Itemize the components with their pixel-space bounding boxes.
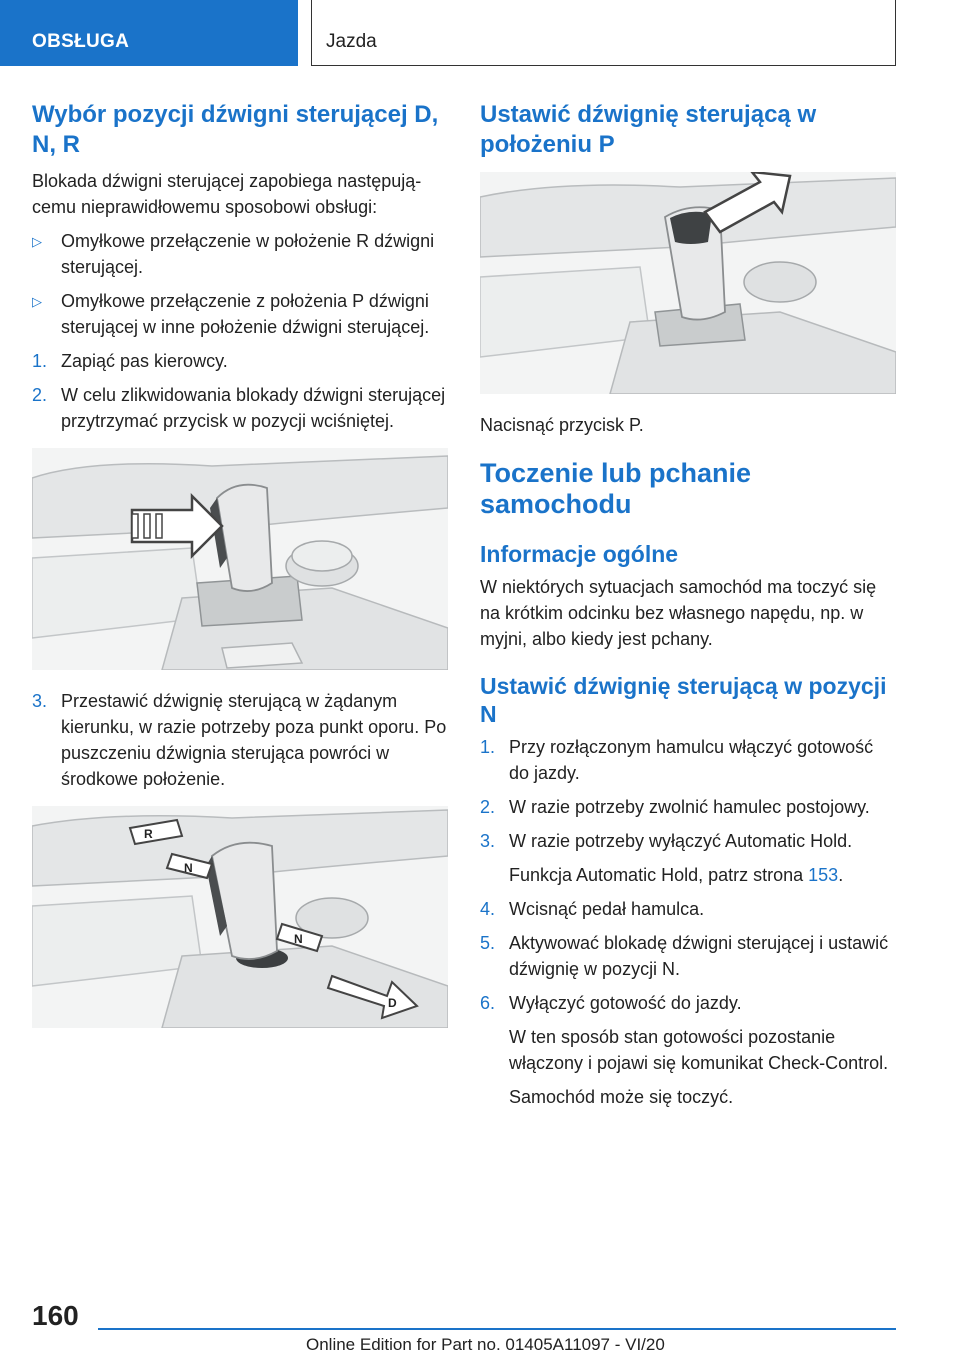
heading-select-position: Wybór pozycji dźwigni sterującej D, N, R [32, 101, 439, 158]
triangle-bullet-icon: ▷ [32, 234, 42, 249]
bullet-item: ▷ Omyłkowe przełączenie z położenia P dźwigni sterującej w inne położenie dźwigni sterującej. [32, 291, 430, 337]
step-item [32, 688, 450, 792]
step-number: 1. [480, 737, 496, 757]
step-item [32, 348, 450, 374]
reference-note: Funkcja Automatic Hold, patrz strona 153. [509, 865, 844, 885]
right-column [480, 100, 898, 1118]
triangle-bullet-icon: ▷ [32, 294, 42, 309]
heading-rolling: Toczenie lub pchanie samochodu [480, 458, 752, 519]
step-item [480, 896, 898, 922]
step-text: Aktywować blokadę dźwigni sterującej i ustawić dźwignię w pozycji N. [509, 933, 889, 979]
step-item [480, 828, 898, 854]
left-column [32, 100, 450, 1046]
step-item [480, 794, 898, 820]
step-number: 4. [480, 899, 496, 919]
page-reference-link[interactable]: 153 [808, 865, 839, 885]
selector-lever-unlock-image [32, 448, 448, 670]
heading-set-p: Ustawić dźwignię sterującą w położeniu P [480, 101, 817, 158]
heading-set-n: Ustawić dźwignię sterującą w pozycji N [480, 673, 887, 727]
illustration-p-button [480, 172, 896, 394]
step-item [480, 990, 898, 1016]
label-r: R [144, 827, 153, 841]
step-text: Wyłączyć gotowość do jazdy. [509, 993, 742, 1013]
section-title: OBSŁUGA [32, 31, 130, 52]
step-text: W celu zlikwidowania blokady dźwigni sterującej przytrzymać przycisk w pozycji wciśniętej. [61, 385, 446, 431]
label-n-upper: N [184, 861, 193, 875]
step-number: 1. [32, 351, 48, 371]
result-note: Samochód może się toczyć. [509, 1087, 734, 1107]
step-number: 3. [32, 691, 48, 711]
step-item [480, 734, 898, 786]
step-text: Zapiąć pas kierowcy. [61, 351, 228, 371]
step-number: 3. [480, 831, 496, 851]
illustration-unlock-button [32, 448, 448, 670]
general-text: W niektórych sytuacjach samochód ma toczyć się na krótkim odcinku bez własnego napędu, np. w myjni, albo kiedy jest pchany. [480, 577, 877, 649]
step-text: Przestawić dźwignię sterującą w żądanym kierunku, w razie potrzeby poza punkt oporu. Po puszczeniu dźwignia sterująca powróci w środkowe położenie. [61, 691, 447, 789]
page-number: 160 [32, 1300, 79, 1331]
label-d: D [388, 996, 397, 1010]
step-number: 5. [480, 933, 496, 953]
step-text: W razie potrzeby wyłączyć Automatic Hold. [509, 831, 853, 851]
footer-divider [98, 1328, 896, 1330]
result-note: W ten sposób stan gotowości pozostanie włączony i pojawi się komunikat Check-Control. [509, 1027, 889, 1073]
section-tab [0, 0, 298, 66]
step-item [480, 930, 898, 982]
step-number: 2. [480, 797, 496, 817]
heading-general-info: Informacje ogólne [480, 541, 679, 567]
chapter-title: Jazda [326, 31, 377, 52]
intro-text: Blokada dźwigni sterującej zapobiega następującemu nieprawidłowemu sposobowi obsługi: [32, 171, 422, 217]
step-item [32, 382, 450, 434]
step-number: 2. [32, 385, 48, 405]
step-text: Przy rozłączonym hamulcu włączyć gotowość do jazdy. [509, 737, 874, 783]
step-number: 6. [480, 993, 496, 1013]
selector-lever-directions-image [32, 806, 448, 1028]
label-n-lower: N [294, 932, 303, 946]
bullet-item: ▷ Omyłkowe przełączenie w położenie R dźwigni sterującej. [32, 231, 435, 277]
chapter-header [311, 0, 896, 66]
selector-lever-p-image [480, 172, 896, 394]
illustration-lever-directions [32, 806, 448, 1028]
footer-edition: Online Edition for Part no. 01405A11097 - VI/20 [306, 1335, 665, 1354]
press-p-text: Nacisnąć przycisk P. [480, 415, 644, 435]
step-text: Wcisnąć pedał hamulca. [509, 899, 705, 919]
step-text: W razie potrzeby zwolnić hamulec postojowy. [509, 797, 870, 817]
